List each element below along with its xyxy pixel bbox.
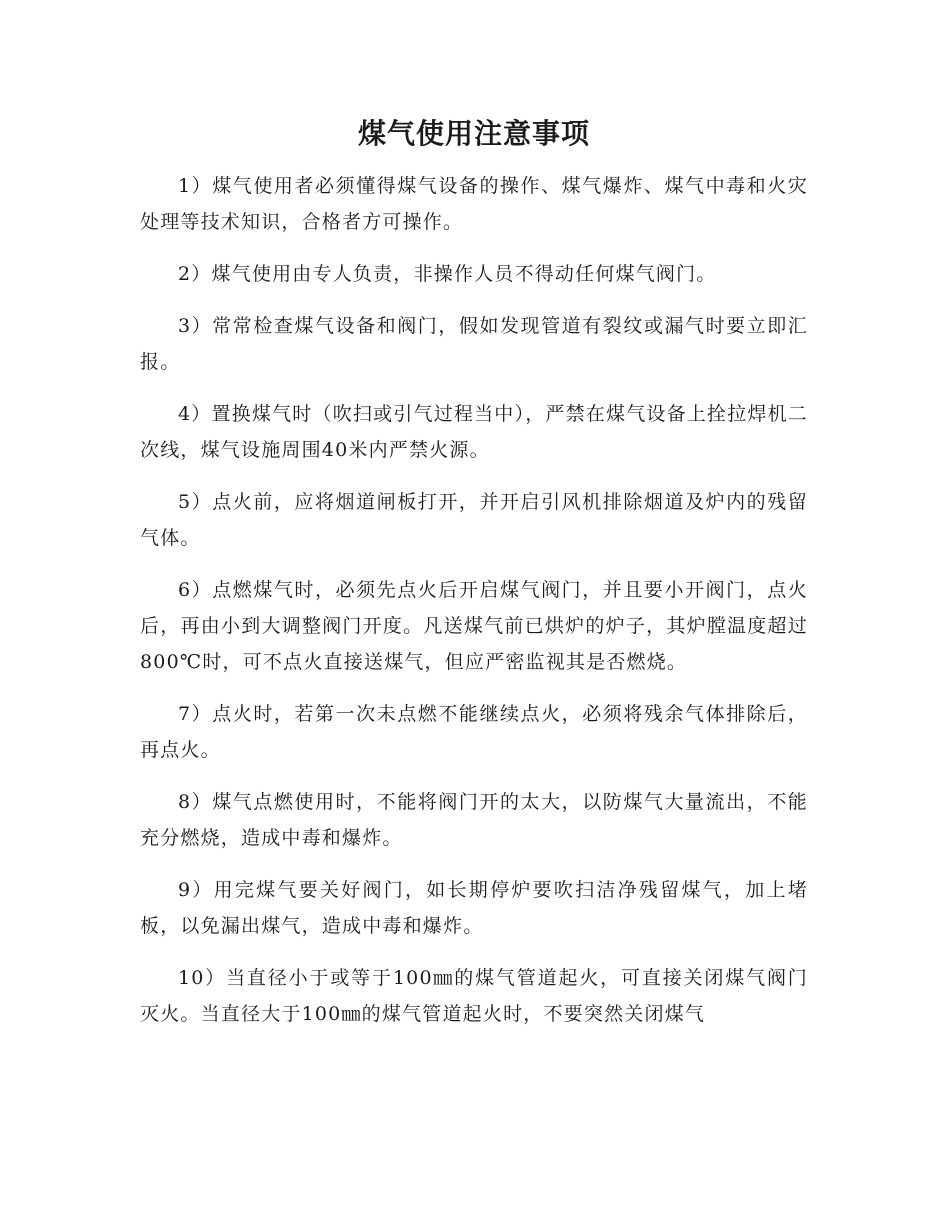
paragraph-3: 3）常常检查煤气设备和阀门，假如发现管道有裂纹或漏气时要立即汇报。 [140,315,808,373]
paragraph-1: 1）煤气使用者必须懂得煤气设备的操作、煤气爆炸、煤气中毒和火灾处理等技术知识，合格者方可操作。 [140,175,808,233]
paragraph-7: 7）点火时，若第一次未点燃不能继续点火，必须将残余气体排除后，再点火。 [140,703,808,761]
paragraph-9: 9）用完煤气要关好阀门，如长期停炉要吹扫洁净残留煤气，加上堵板，以免漏出煤气，造成中毒和爆炸。 [140,879,808,937]
paragraph-6: 6）点燃煤气时，必须先点火后开启煤气阀门，并且要小开阀门，点火后，再由小到大调整阀门开度。凡送煤气前已烘炉的炉子，其炉膛温度超过800℃时，可不点火直接送煤气，但应严密监视其是否燃烧。 [140,579,808,673]
document-title: 煤气使用注意事项 [357,117,590,150]
paragraph-4: 4）置换煤气时（吹扫或引气过程当中），严禁在煤气设备上拴拉焊机二次线，煤气设施周围40米内严禁火源。 [140,403,808,461]
document-page [140,110,808,1048]
paragraph-2: 2）煤气使用由专人负责，非操作人员不得动任何煤气阀门。 [178,263,717,285]
paragraph-5: 5）点火前，应将烟道闸板打开，并开启引风机排除烟道及炉内的残留气体。 [140,491,808,549]
paragraph-10: 10）当直径小于或等于100㎜的煤气管道起火，可直接关闭煤气阀门灭火。当直径大于100㎜的煤气管道起火时，不要突然关闭煤气 [140,967,808,1025]
paragraph-8: 8）煤气点燃使用时，不能将阀门开的太大，以防煤气大量流出，不能充分燃烧，造成中毒和爆炸。 [140,791,808,849]
